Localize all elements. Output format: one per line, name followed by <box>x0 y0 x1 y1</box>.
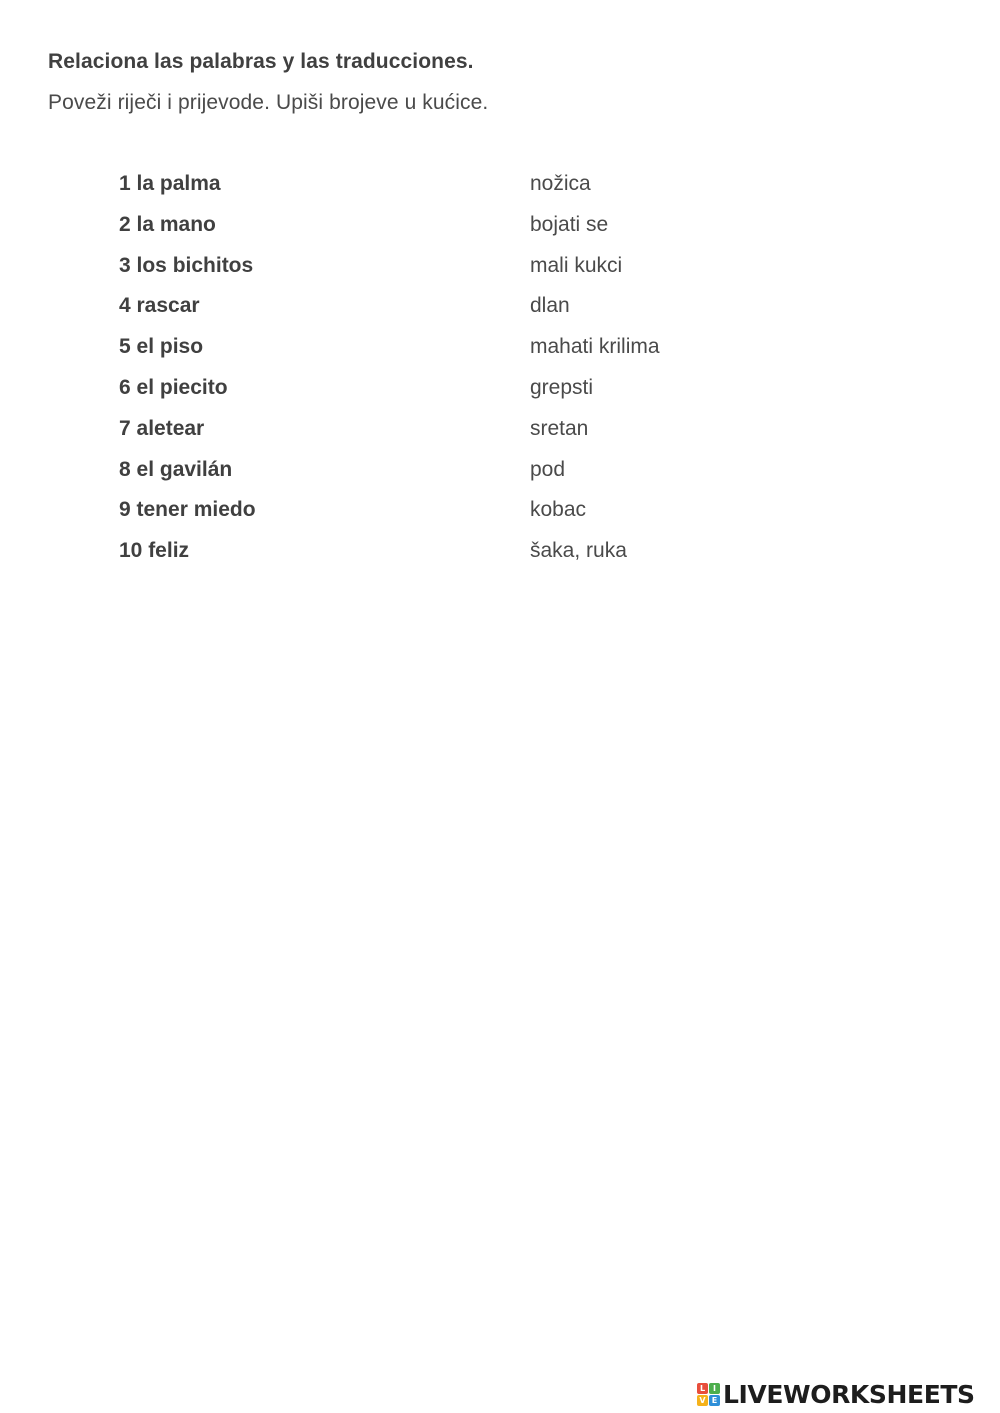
pair-row-1 <box>119 172 719 213</box>
spanish-word: 7 aletear <box>119 416 205 440</box>
croatian-translation: bojati se <box>530 212 609 236</box>
pair-row-2 <box>119 213 719 254</box>
pair-row-6 <box>119 376 719 417</box>
croatian-translation: sretan <box>530 416 589 440</box>
spanish-word: 2 la mano <box>119 212 216 236</box>
instruction-croatian: Poveži riječi i prijevode. Upiši brojeve u kućice. <box>48 91 489 114</box>
logo-text: LIVEWORKSHEETS <box>723 1379 975 1409</box>
spanish-word: 9 tener miedo <box>119 498 256 522</box>
croatian-translation: šaka, ruka <box>530 539 627 563</box>
spanish-word: 10 feliz <box>119 539 190 563</box>
croatian-translation: grepsti <box>530 375 594 399</box>
spanish-word: 1 la palma <box>119 172 221 195</box>
croatian-translation: dlan <box>530 294 570 318</box>
spanish-word: 4 rascar <box>119 294 200 318</box>
croatian-translation: kobac <box>530 498 587 522</box>
spanish-word: 6 el piecito <box>119 375 228 399</box>
word-pair-list <box>119 172 719 580</box>
pair-row-5 <box>119 335 719 376</box>
pair-row-7 <box>119 417 719 458</box>
croatian-translation: mali kukci <box>530 253 623 277</box>
croatian-translation: nožica <box>530 172 591 195</box>
pair-row-9 <box>119 498 719 539</box>
pair-row-4 <box>119 294 719 335</box>
pair-row-10 <box>119 539 719 580</box>
liveworksheets-logo <box>697 1379 975 1409</box>
instruction-spanish: Relaciona las palabras y las traducciones. <box>48 50 474 73</box>
spanish-word: 5 el piso <box>119 335 204 359</box>
logo-badge-letter: L <box>697 1383 708 1394</box>
croatian-translation: pod <box>530 457 566 481</box>
logo-badge-letter: E <box>709 1395 720 1406</box>
spanish-word: 8 el gavilán <box>119 457 233 481</box>
pair-row-3 <box>119 254 719 295</box>
spanish-word: 3 los bichitos <box>119 253 254 277</box>
logo-badge-icon <box>697 1383 720 1406</box>
croatian-translation: mahati krilima <box>530 335 660 359</box>
pair-row-8 <box>119 458 719 499</box>
logo-badge-letter: V <box>697 1395 708 1406</box>
logo-badge-letter: I <box>709 1383 720 1394</box>
